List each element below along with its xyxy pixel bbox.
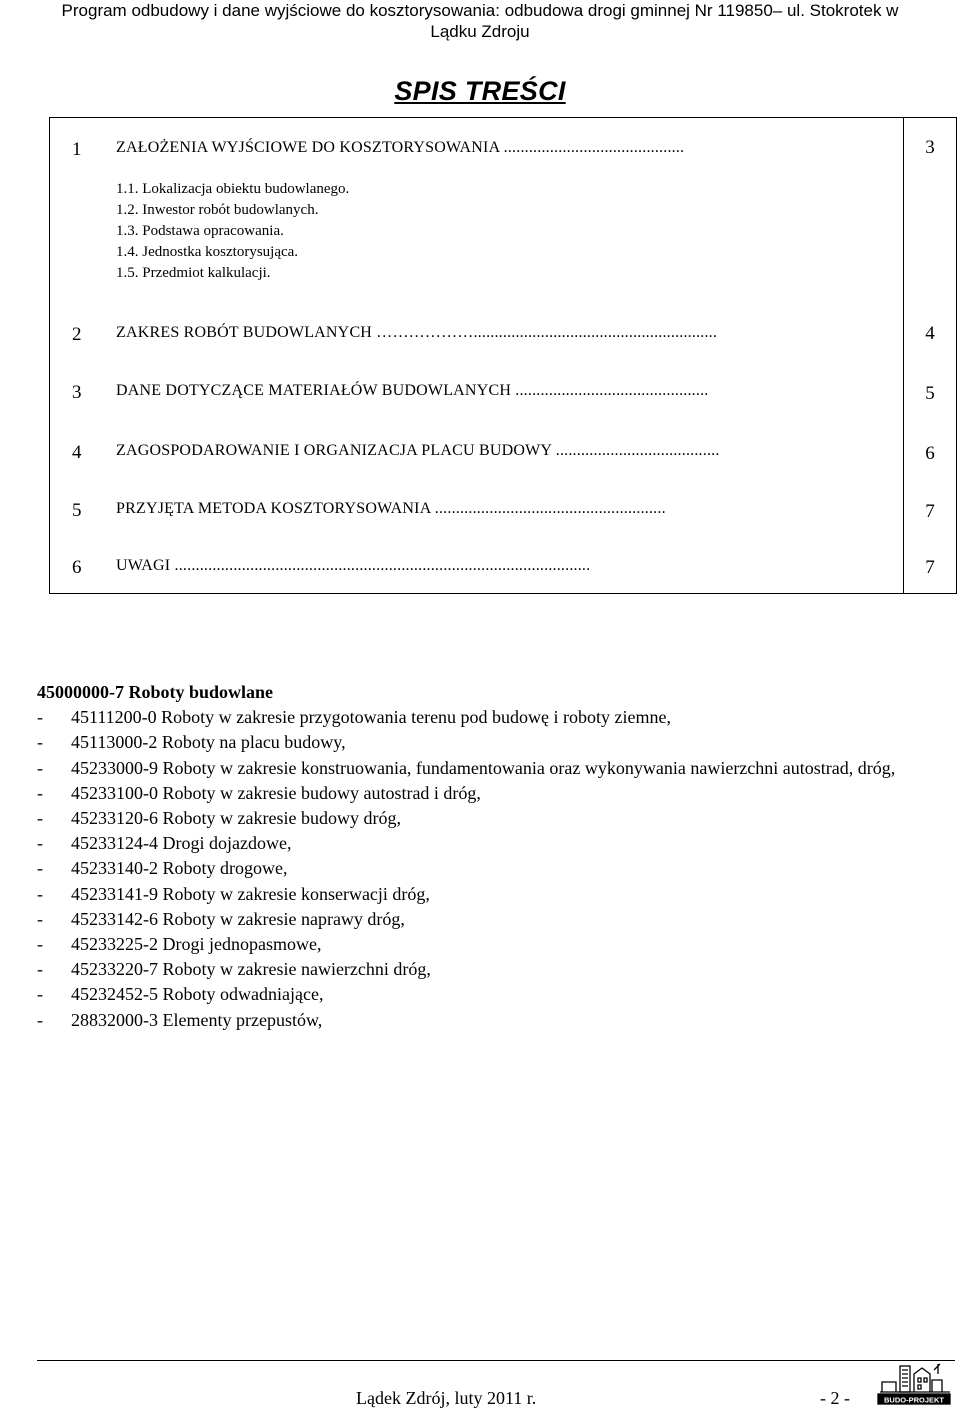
list-dash: - xyxy=(37,782,43,803)
cpv-item xyxy=(37,982,937,1007)
toc-entry-text: ZAGOSPODAROWANIE I ORGANIZACJA PLACU BUDOWY ....................................... xyxy=(116,442,720,459)
list-dash: - xyxy=(37,808,43,829)
cpv-item xyxy=(37,932,937,957)
cpv-item-text: 45233000-9 Roboty w zakresie konstruowania, fundamentowania oraz wykonywania nawierzchni autostrad, dróg, xyxy=(71,757,896,778)
cpv-item-text: 45233142-6 Roboty w zakresie naprawy dróg, xyxy=(71,908,405,929)
cpv-item xyxy=(37,806,937,831)
cpv-item-text: 45233120-6 Roboty w zakresie budowy dróg, xyxy=(71,808,401,829)
cpv-item xyxy=(37,781,937,806)
toc-entry-text: ZAŁOŻENIA WYJŚCIOWE DO KOSZTORYSOWANIA ........................................... xyxy=(116,139,685,156)
toc-entry-text: PRZYJĘTA METODA KOSZTORYSOWANIA ....................................................... xyxy=(116,500,666,517)
list-dash: - xyxy=(37,707,43,728)
toc-entry-number: 5 xyxy=(72,500,82,521)
toc-subitem: 1.1. Lokalizacja obiektu budowlanego. xyxy=(116,181,350,197)
toc-entry-page: 7 xyxy=(925,557,935,578)
cpv-item-text: 45233141-9 Roboty w zakresie konserwacji dróg, xyxy=(71,883,430,904)
running-header xyxy=(0,0,960,44)
list-dash: - xyxy=(37,908,43,929)
toc-entry-number: 3 xyxy=(72,382,82,403)
toc-subitem: 1.4. Jednostka kosztorysująca. xyxy=(116,244,299,260)
cpv-item xyxy=(37,957,937,982)
toc-entry-number: 1 xyxy=(72,139,82,160)
toc-entry-text: UWAGI ................................................................................................... xyxy=(116,557,591,574)
cpv-item xyxy=(37,730,937,755)
cpv-item xyxy=(37,856,937,881)
budo-projekt-logo xyxy=(874,1360,954,1408)
toc-entry-page: 3 xyxy=(925,137,935,158)
cpv-item xyxy=(37,756,937,781)
footer-place-date: Lądek Zdrój, luty 2011 r. xyxy=(356,1388,537,1408)
list-dash: - xyxy=(37,833,43,854)
toc-entry-number: 4 xyxy=(72,442,82,463)
cpv-item xyxy=(37,705,937,730)
cpv-heading: 45000000-7 Roboty budowlane xyxy=(37,682,274,702)
toc-entry-number: 6 xyxy=(72,557,82,578)
cpv-item-text: 45111200-0 Roboty w zakresie przygotowania terenu pod budowę i roboty ziemne, xyxy=(71,707,672,728)
list-dash: - xyxy=(37,858,43,879)
cpv-item xyxy=(37,907,937,932)
logo-wordmark: BUDO-PROJEKT xyxy=(883,1395,945,1405)
cpv-item xyxy=(37,1008,937,1033)
list-dash: - xyxy=(37,757,43,778)
cpv-item-text: 45233124-4 Drogi dojazdowe, xyxy=(71,833,292,854)
list-dash: - xyxy=(37,1009,43,1030)
toc-entry-page: 7 xyxy=(925,501,935,522)
cpv-item-text: 45233220-7 Roboty w zakresie nawierzchni dróg, xyxy=(71,959,431,980)
cpv-item-text: 45232452-5 Roboty odwadniające, xyxy=(71,984,324,1005)
list-dash: - xyxy=(37,984,43,1005)
cpv-item xyxy=(37,831,937,856)
toc-entry-text: ZAKRES ROBÓT BUDOWLANYCH ……………….......................................................... xyxy=(116,324,718,341)
footer-divider xyxy=(37,1360,955,1361)
list-dash: - xyxy=(37,883,43,904)
cpv-codes-list xyxy=(37,680,937,1033)
list-dash: - xyxy=(37,732,43,753)
toc-page-column-divider xyxy=(903,118,904,593)
toc-entry-page: 4 xyxy=(925,323,935,344)
toc-entry-page: 6 xyxy=(925,443,935,464)
toc-table xyxy=(49,117,957,594)
cpv-item-text: 45113000-2 Roboty na placu budowy, xyxy=(71,732,346,753)
toc-title: SPIS TREŚCI xyxy=(394,76,566,106)
toc-subitem: 1.3. Podstawa opracowania. xyxy=(116,223,284,239)
cpv-item xyxy=(37,882,937,907)
cpv-item-text: 28832000-3 Elementy przepustów, xyxy=(71,1009,323,1030)
cpv-item-text: 45233100-0 Roboty w zakresie budowy autostrad i dróg, xyxy=(71,782,481,803)
list-dash: - xyxy=(37,934,43,955)
toc-entry-page: 5 xyxy=(925,383,935,404)
toc-subitem: 1.5. Przedmiot kalkulacji. xyxy=(116,265,271,281)
toc-entry-text: DANE DOTYCZĄCE MATERIAŁÓW BUDOWLANYCH .............................................. xyxy=(116,382,709,399)
toc-entry-number: 2 xyxy=(72,324,82,345)
toc-subitems xyxy=(116,179,349,284)
cpv-item-text: 45233140-2 Roboty drogowe, xyxy=(71,858,288,879)
cpv-item-text: 45233225-2 Drogi jednopasmowe, xyxy=(71,934,322,955)
footer-page-number: - 2 - xyxy=(820,1388,850,1408)
header-line-2: Lądku Zdroju xyxy=(430,22,530,41)
header-line-1: Program odbudowy i dane wyjściowe do kosztorysowania: odbudowa drogi gminnej Nr 119850– ul. Stokrotek w xyxy=(61,1,899,20)
list-dash: - xyxy=(37,959,43,980)
toc-subitem: 1.2. Inwestor robót budowlanych. xyxy=(116,202,319,218)
